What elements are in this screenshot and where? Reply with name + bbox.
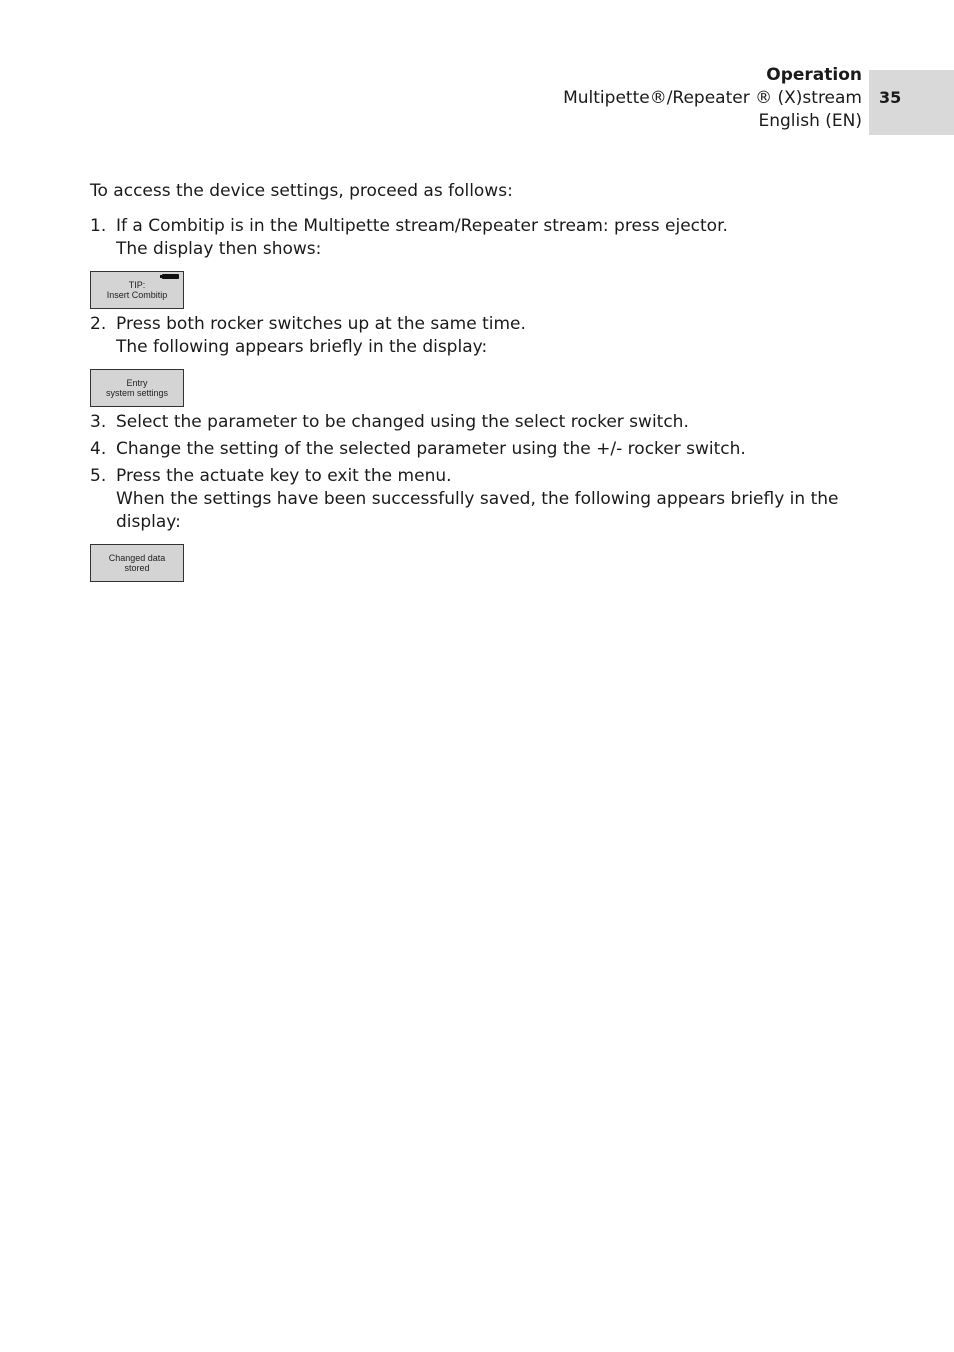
product-name: Multipette®/Repeater ® (X)stream — [563, 88, 862, 108]
step-3 — [90, 411, 870, 434]
lcd-display-entry — [90, 369, 184, 407]
step-number: 3. — [90, 412, 107, 432]
page-number: 35 — [879, 88, 902, 107]
step-5 — [90, 465, 870, 534]
step-subtext: The display then shows: — [116, 239, 322, 259]
step-number: 1. — [90, 216, 107, 236]
step-number: 2. — [90, 314, 107, 334]
lcd-line-2: Insert Combitip — [106, 290, 168, 300]
step-subtext: The following appears briefly in the display: — [116, 337, 488, 357]
lcd-line-1: TIP: — [128, 280, 146, 290]
lcd-display-stored — [90, 544, 184, 582]
step-number: 5. — [90, 466, 107, 486]
intro-text: To access the device settings, proceed as follows: — [90, 181, 513, 201]
page-content — [90, 180, 870, 586]
step-text: Change the setting of the selected parameter using the +/- rocker switch. — [116, 439, 746, 459]
step-text: If a Combitip is in the Multipette stream/Repeater stream: press ejector. — [116, 216, 728, 236]
lcd-display-tip — [90, 271, 184, 309]
lcd-line-1: Changed data — [108, 553, 166, 563]
step-number: 4. — [90, 439, 107, 459]
language-label: English (EN) — [758, 111, 862, 131]
section-title: Operation — [766, 65, 862, 85]
lcd-line-1: Entry — [126, 378, 148, 388]
lcd-line-2: stored — [124, 563, 150, 573]
step-subtext: When the settings have been successfully saved, the following appears briefly in the display: — [116, 489, 839, 532]
step-1 — [90, 215, 870, 261]
step-4 — [90, 438, 870, 461]
lcd-line-2: system settings — [105, 388, 169, 398]
battery-icon — [162, 274, 179, 279]
step-text: Select the parameter to be changed using the select rocker switch. — [116, 412, 689, 432]
page-header — [563, 64, 862, 133]
step-2 — [90, 313, 870, 359]
step-text: Press the actuate key to exit the menu. — [116, 466, 452, 486]
step-text: Press both rocker switches up at the same time. — [116, 314, 526, 334]
